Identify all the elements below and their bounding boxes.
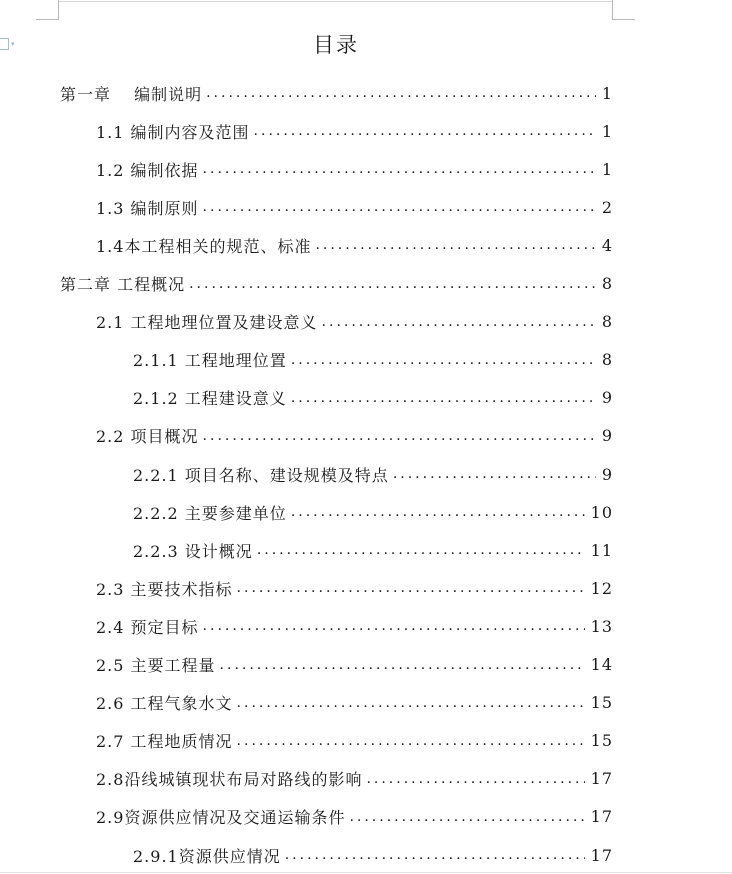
toc-entry[interactable]	[133, 836, 613, 874]
toc-entry-label: 2.5 主要工程量	[96, 656, 216, 675]
toc-leader-dots	[291, 504, 585, 520]
toc-leader-dots	[237, 733, 585, 749]
toc-page-number: 9	[601, 388, 613, 408]
toc-leader-dots	[237, 580, 585, 596]
toc-entry[interactable]	[133, 341, 613, 379]
crop-mark-top-right-vertical	[612, 0, 613, 20]
toc-page-number: 4	[601, 235, 613, 255]
toc-entry-label: 2.1.2 工程建设意义	[133, 389, 287, 409]
toc-entry[interactable]	[96, 798, 613, 836]
crop-mark-top-left-vertical	[58, 0, 59, 20]
toc-leader-dots	[189, 276, 596, 292]
toc-page-number: 13	[590, 616, 613, 636]
toc-entry-label: 2.7 工程地质情况	[96, 732, 233, 752]
toc-page-number: 12	[590, 578, 613, 598]
toc-entry-label: 2.2.2 主要参建单位	[133, 503, 287, 523]
toc-leader-dots	[349, 809, 584, 825]
toc-entry[interactable]	[96, 569, 613, 607]
toc-page-number: 1	[601, 121, 613, 141]
toc-entry-label: 第二章 工程概况	[60, 275, 186, 294]
toc-entry[interactable]	[96, 684, 613, 722]
toc-leader-dots	[322, 314, 596, 330]
toc-entry[interactable]	[133, 531, 613, 569]
toc-leader-dots	[291, 390, 596, 406]
toc-page-number: 17	[590, 769, 613, 789]
toc-entry[interactable]	[133, 493, 613, 531]
toc-entry[interactable]	[96, 112, 613, 150]
toc-entry-label: 2.4 预定目标	[96, 617, 199, 637]
page-top-edge	[58, 1, 612, 2]
toc-entry-label: 2.2.1 项目名称、建设规模及特点	[133, 465, 389, 485]
crop-mark-top-right-horizontal	[613, 19, 635, 20]
toc-leader-dots	[203, 618, 585, 634]
toc-entry-label: 2.2.3 设计概况	[133, 541, 253, 561]
toc-entry-label: 2.9.1资源供应情况	[133, 846, 281, 866]
toc-entry-label: 2.1 工程地理位置及建设意义	[96, 313, 318, 333]
toc-page-number: 10	[590, 502, 613, 522]
toc-leader-dots	[237, 695, 585, 711]
toc-entry[interactable]	[96, 188, 613, 226]
toc-entry-label: 第一章 编制说明	[60, 84, 203, 104]
toc-entry[interactable]	[60, 74, 613, 112]
toc-entry-label: 2.1.1 工程地理位置	[133, 351, 287, 371]
toc-entry[interactable]	[96, 417, 613, 455]
toc-entry[interactable]	[96, 303, 613, 341]
toc-page-number: 9	[601, 426, 613, 446]
dropdown-arrow-icon: ▾	[11, 40, 15, 48]
toc-page-number: 17	[590, 845, 613, 865]
toc-leader-dots	[291, 352, 596, 368]
toc-page-number: 11	[590, 540, 613, 560]
toc-leader-dots	[393, 466, 596, 482]
toc-entry[interactable]	[96, 150, 613, 188]
toc-page-number: 14	[590, 655, 613, 674]
toc-leader-dots	[206, 85, 596, 101]
toc-leader-dots	[220, 657, 585, 673]
toc-entry-label: 2.9资源供应情况及交通运输条件	[96, 808, 346, 828]
toc-entry[interactable]	[133, 379, 613, 417]
toc-leader-dots	[366, 771, 584, 787]
toc-leader-dots	[203, 428, 596, 444]
toc-leader-dots	[257, 542, 585, 558]
toc-leader-dots	[203, 161, 596, 177]
toc-entry-label: 1.4本工程相关的规范、标准	[96, 236, 312, 256]
toc-entry-label: 2.2 项目概况	[96, 427, 199, 447]
toc-entry[interactable]	[96, 722, 613, 760]
toc-entry[interactable]	[133, 455, 613, 493]
toc-entry[interactable]	[60, 265, 613, 303]
toc-page-number: 8	[601, 312, 613, 332]
toc-entry-label: 2.3 主要技术指标	[96, 579, 233, 599]
toc-page-number: 15	[590, 693, 613, 713]
toc-entry-label: 2.8沿线城镇现状布局对路线的影响	[96, 770, 363, 790]
toc-page-number: 9	[601, 464, 613, 484]
crop-mark-top-left-horizontal	[36, 19, 58, 20]
toc-page-number: 8	[601, 274, 613, 293]
toc-entry[interactable]	[96, 760, 613, 798]
toc-page-number: 17	[590, 807, 613, 827]
toc-leader-dots	[285, 847, 585, 863]
toc-entry-label: 1.1 编制内容及范围	[96, 122, 250, 142]
toc-page-number: 1	[601, 159, 613, 179]
toc-page-number: 15	[590, 731, 613, 751]
toc-entry[interactable]	[96, 607, 613, 645]
toc-entry-label: 1.3 编制原则	[96, 198, 199, 218]
toc-leader-dots	[315, 237, 595, 253]
toc-page-number: 2	[601, 197, 613, 217]
toc-title: 目录	[313, 33, 359, 57]
toc-leader-dots	[203, 199, 596, 215]
toc-page-number: 8	[601, 350, 613, 370]
toc-page-number: 1	[601, 83, 613, 103]
toc-entry[interactable]	[96, 226, 613, 264]
toc-entry-label: 2.6 工程气象水文	[96, 694, 233, 714]
toc-entry-label: 1.2 编制依据	[96, 160, 199, 180]
toc-leader-dots	[254, 123, 596, 139]
toc-entry[interactable]	[96, 646, 613, 684]
